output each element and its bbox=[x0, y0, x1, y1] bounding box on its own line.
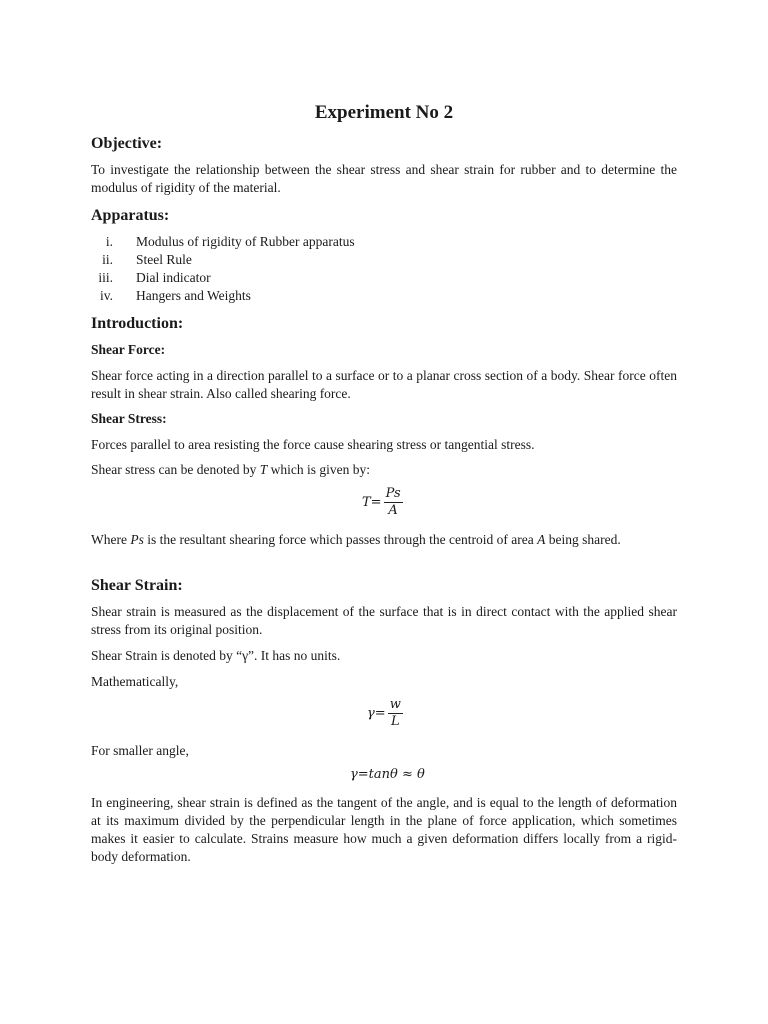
mathematically-text: Mathematically, bbox=[91, 674, 179, 689]
formula-equals: = bbox=[370, 495, 382, 510]
list-item-label: Modulus of rigidity of Rubber apparatus bbox=[136, 234, 355, 249]
shear-stress-where-text bbox=[91, 531, 677, 549]
smaller-angle-text: For smaller angle, bbox=[91, 743, 189, 758]
apparatus-list bbox=[91, 234, 491, 306]
list-item-label: Steel Rule bbox=[136, 252, 192, 267]
apparatus-heading: Apparatus: bbox=[91, 207, 170, 224]
list-item-number: iv. bbox=[100, 288, 113, 303]
introduction-heading: Introduction: bbox=[91, 315, 184, 332]
formula-fraction bbox=[388, 698, 403, 729]
text-run: being shared. bbox=[545, 532, 621, 547]
list-item-number: iii. bbox=[98, 270, 113, 285]
fraction-denominator: A bbox=[388, 503, 398, 518]
list-item-number: i. bbox=[105, 234, 113, 249]
shear-force-text: Shear force acting in a direction parallel to a surface or to a planar cross section of a body. Shear force often result in shear strain. Also called shearing force. bbox=[91, 368, 677, 401]
fraction-numerator: w bbox=[389, 697, 401, 712]
shear-stress-heading: Shear Stress: bbox=[91, 411, 167, 426]
fraction-denominator: L bbox=[390, 714, 400, 729]
shear-strain-text: Shear strain is measured as the displacement of the surface that is in direct contact with the applied shear stress from its original position. bbox=[91, 604, 677, 637]
list-item-label: Hangers and Weights bbox=[136, 288, 251, 303]
formula-lhs: γ bbox=[367, 706, 375, 721]
objective-heading: Objective: bbox=[91, 135, 163, 152]
small-angle-formula: γ=tanθ ≈ θ bbox=[350, 767, 425, 782]
shear-strain-formula bbox=[367, 698, 403, 729]
shear-strain-heading: Shear Strain: bbox=[91, 577, 183, 594]
formula-fraction bbox=[384, 487, 403, 518]
list-item-label: Dial indicator bbox=[136, 270, 211, 285]
shear-stress-text: Forces parallel to area resisting the force cause shearing stress or tangential stress. bbox=[91, 437, 535, 452]
document-title: Experiment No 2 bbox=[314, 102, 454, 123]
engineering-definition-text: In engineering, shear strain is defined as the tangent of the angle, and is equal to the length of deformation at its maximum divided by the perpendicular length in the plane of force application, which sometimes makes it easier to calculate. Strains measure how much a given deformation differs locally from a rigid-body deformation. bbox=[91, 795, 677, 864]
text-run: Where bbox=[91, 532, 131, 547]
objective-text: To investigate the relationship between the shear stress and shear strain for rubber and to determine the modulus of rigidity of the material. bbox=[91, 162, 677, 195]
list-item bbox=[91, 234, 491, 252]
list-item bbox=[91, 288, 491, 306]
text-run: Shear stress can be denoted by bbox=[91, 462, 260, 477]
shear-strain-denotation: Shear Strain is denoted by “γ”. It has no units. bbox=[91, 648, 341, 663]
shear-force-heading: Shear Force: bbox=[91, 342, 166, 357]
list-item-number: ii. bbox=[102, 252, 113, 267]
a-symbol: A bbox=[537, 532, 546, 547]
list-item bbox=[91, 252, 491, 270]
list-item bbox=[91, 270, 491, 288]
shear-stress-formula bbox=[362, 487, 403, 518]
shear-stress-denotation bbox=[91, 461, 677, 479]
formula-lhs: T bbox=[362, 495, 371, 510]
tau-symbol: T bbox=[259, 462, 268, 477]
fraction-numerator: Ps bbox=[385, 486, 401, 501]
ps-symbol: Ps bbox=[130, 532, 144, 547]
text-run: which is given by: bbox=[267, 462, 370, 477]
formula-equals: = bbox=[374, 706, 386, 721]
text-run: is the resultant shearing force which passes through the centroid of area bbox=[143, 532, 538, 547]
